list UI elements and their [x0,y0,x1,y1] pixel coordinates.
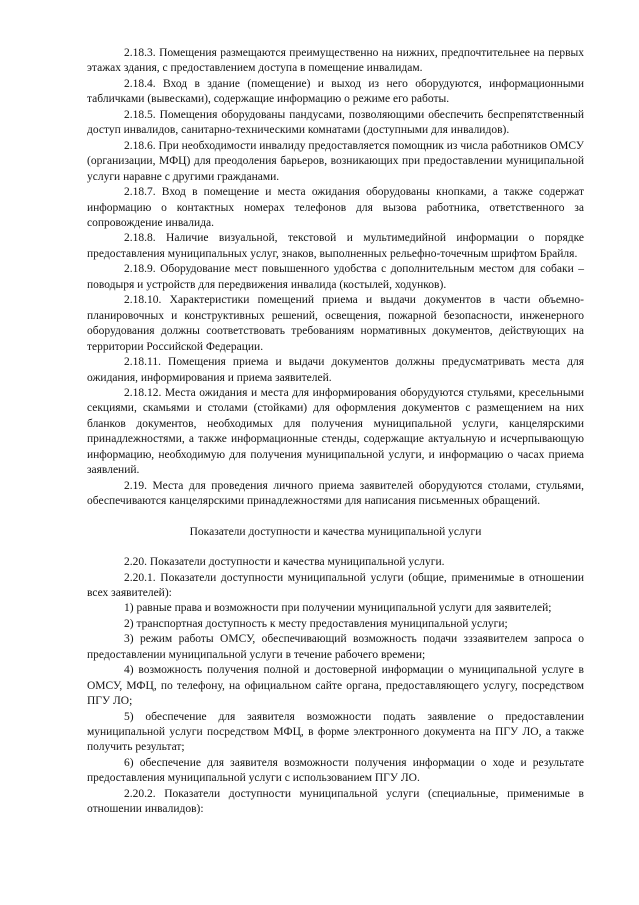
paragraph-2-19: 2.19. Места для проведения личного приема заявителей оборудуются столами, стульями, обеспечиваются канцелярскими принадлежностями для написания письменных обращений. [87,479,584,508]
paragraph-2-18-6: 2.18.6. При необходимости инвалиду предоставляется помощник из числа работников ОМСУ (организации, МФЦ) для преодоления барьеров, возникающих при предоставлении муниципальной услуги наравне с другими гражданами. [87,139,584,183]
list-item-5: 5) обеспечение для заявителя возможности подать заявление о предоставлении муниципальной услуги посредством МФЦ, в форме электронного документа на ПГУ ЛО, а также получить результат; [87,710,584,754]
document-body [87,46,584,818]
paragraph-2-20-2: 2.20.2. Показатели доступности муниципальной услуги (специальные, применимые в отношении инвалидов): [87,787,584,816]
list-item-3: 3) режим работы ОМСУ, обеспечивающий возможность подачи зззаявителем запроса о предоставлении муниципальной услуги в течение рабочего времени; [87,633,584,661]
paragraph-2-18-3: 2.18.3. Помещения размещаются преимущественно на нижних, предпочтительнее на первых этажах здания, с предоставлением доступа в помещение инвалидам. [87,47,584,75]
paragraph-2-18-9: 2.18.9. Оборудование мест повышенного удобства с дополнительным местом для собаки – поводыря и устройств для передвижения инвалида (костылей, ходунков). [87,263,584,291]
paragraph-2-20: 2.20. Показатели доступности и качества муниципальной услуги. [124,556,445,569]
section-heading: Показатели доступности и качества муниципальной услуги [189,525,482,538]
paragraph-2-18-7: 2.18.7. Вход в помещение и места ожидания оборудованы кнопками, а также содержат информацию о контактных номерах телефонов для вызова работника, ответственного за сопровождение инвалида. [87,186,584,229]
paragraph-2-18-5: 2.18.5. Помещения оборудованы пандусами, позволяющими обеспечить беспрепятственный доступ инвалидов, санитарно-техническими комнатами (доступными для инвалидов). [87,108,584,137]
paragraph-2-18-10: 2.18.10. Характеристики помещений приема и выдачи документов в части объемно-планировочных и конструктивных решений, освещения, пожарной безопасности, инженерного оборудования должны соответствовать требованиям нормативных документов, действующих на территории Российской Федерации. [87,294,584,353]
paragraph-2-18-8: 2.18.8. Наличие визуальной, текстовой и мультимедийной информации о порядке предоставления муниципальных услуг, знаков, выполненных рельефно-точечным шрифтом Брайля. [87,232,584,260]
list-item-2: 2) транспортная доступность к месту предоставления муниципальной услуги; [124,617,508,630]
list-item-6: 6) обеспечение для заявителя возможности получения информации о ходе и результате предоставления муниципальной услуги с использованием ПГУ ЛО. [87,756,584,785]
list-item-4: 4) возможность получения полной и достоверной информации о муниципальной услуге в ОМСУ, МФЦ, по телефону, на официальном сайте органа, предоставляющего услугу, посредством ПГУ ЛО; [87,664,584,708]
list-item-1: 1) равные права и возможности при получении муниципальной услуги для заявителей; [124,602,552,615]
paragraph-2-20-1: 2.20.1. Показатели доступности муниципальной услуги (общие, применимые в отношении всех заявителей): [87,571,584,599]
paragraph-2-18-4: 2.18.4. Вход в здание (помещение) и выход из него оборудуются, информационными табличками (вывесками), содержащие информацию о режиме его работы. [87,77,584,106]
paragraph-2-18-11: 2.18.11. Помещения приема и выдачи документов должны предусматривать места для ожидания, информирования и приема заявителей. [87,356,584,384]
paragraph-2-18-12: 2.18.12. Места ожидания и места для информирования оборудуются стульями, кресельными секциями, скамьями и столами (стойками) для оформления документов с размещением на них бланков документов, необходимых для получения муниципальной услуги, канцелярскими принадлежностями, а также информационные стенды, содержащие актуальную и исчерпывающую информацию, необходимую для получения муниципальной услуги, и информацию о часах приема заявлений. [87,386,584,477]
